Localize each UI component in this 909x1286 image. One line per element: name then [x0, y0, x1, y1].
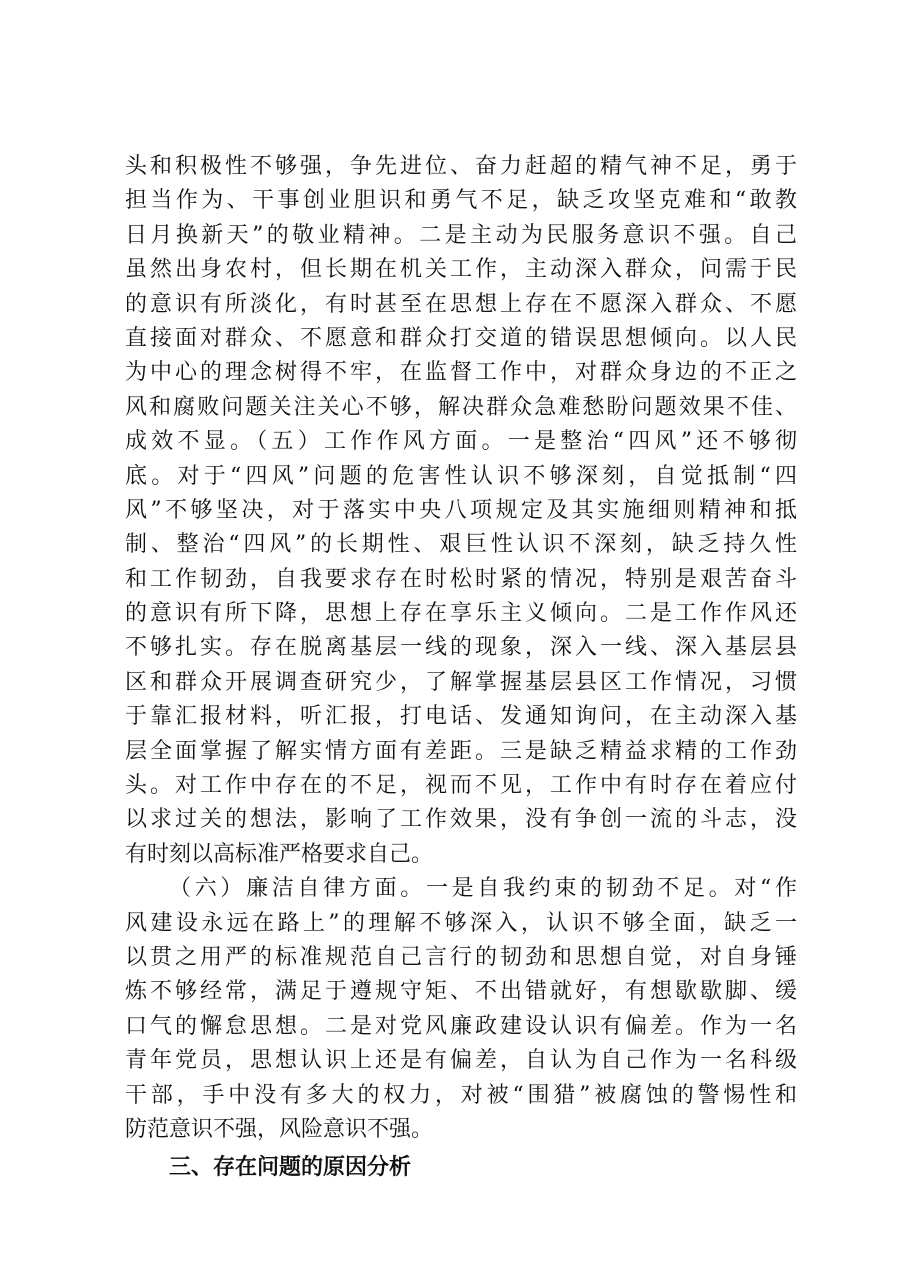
body-line-16: 区和群众开展调查研究少，了解掌握基层县区工作情况，习惯 [125, 669, 797, 695]
body-line-15: 不够扎实。存在脱离基层一线的现象，深入一线、深入基层县 [125, 635, 797, 661]
body-line-23: 风建设永远在路上”的理解不够深入，认识不够全面，缺乏一 [125, 910, 797, 936]
body-line-14: 的意识有所下降，思想上存在享乐主义倾向。二是工作作风还 [125, 601, 797, 627]
body-line-11: 风”不够坚决，对于落实中央八项规定及其实施细则精神和抵 [125, 497, 797, 523]
body-line-17: 于靠汇报材料，听汇报，打电话、发通知询问，在主动深入基 [125, 704, 797, 730]
body-line-3: 日月换新天”的敬业精神。二是主动为民服务意识不强。自己 [125, 222, 797, 248]
body-line-25: 炼不够经常，满足于遵规守矩、不出错就好，有想歇歇脚、缓 [125, 979, 797, 1005]
body-line-22: （六）廉洁自律方面。一是自我约束的韧劲不足。对“作 [169, 876, 797, 902]
body-line-4: 虽然出身农村，但长期在机关工作，主动深入群众，问需于民 [125, 257, 797, 283]
body-line-24: 以贯之用严的标准规范自己言行的韧劲和思想自觉，对自身锤 [125, 944, 797, 970]
body-line-10: 底。对于“四风”问题的危害性认识不够深刻，自觉抵制“四 [125, 463, 797, 489]
body-line-27: 青年党员，思想认识上还是有偏差，自认为自己作为一名科级 [125, 1048, 797, 1074]
document-page [125, 150, 797, 1186]
section-heading: 三、存在问题的原因分析 [169, 1155, 412, 1181]
body-line-6: 直接面对群众、不愿意和群众打交道的错误思想倾向。以人民 [125, 325, 797, 351]
body-line-9: 成效不显。（五）工作作风方面。一是整治“四风”还不够彻 [125, 429, 797, 455]
body-line-13: 和工作韧劲，自我要求存在时松时紧的情况，特别是艰苦奋斗 [125, 566, 797, 592]
body-line-7: 为中心的理念树得不牢，在监督工作中，对群众身边的不正之 [125, 360, 797, 386]
body-line-12: 制、整治“四风”的长期性、艰巨性认识不深刻，缺乏持久性 [125, 532, 797, 558]
body-line-20: 以求过关的想法，影响了工作效果，没有争创一流的斗志，没 [125, 807, 797, 833]
body-line-26: 口气的懈怠思想。二是对党风廉政建设认识有偏差。作为一名 [125, 1013, 797, 1039]
body-line-2: 担当作为、干事创业胆识和勇气不足，缺乏攻坚克难和“敢教 [125, 188, 797, 214]
body-line-19: 头。对工作中存在的不足，视而不见，工作中有时存在着应付 [125, 773, 797, 799]
body-line-29: 防范意识不强，风险意识不强。 [125, 1116, 434, 1142]
body-line-8: 风和腐败问题关注关心不够，解决群众急难愁盼问题效果不佳、 [125, 394, 797, 420]
body-line-21: 有时刻以高标准严格要求自己。 [125, 841, 434, 867]
body-line-1: 头和积极性不够强，争先进位、奋力赶超的精气神不足，勇于 [125, 154, 797, 179]
body-line-5: 的意识有所淡化，有时甚至在思想上存在不愿深入群众、不愿 [125, 291, 797, 317]
body-line-28: 干部，手中没有多大的权力，对被“围猎”被腐蚀的警惕性和 [125, 1082, 797, 1108]
body-line-18: 层全面掌握了解实情方面有差距。三是缺乏精益求精的工作劲 [125, 738, 797, 764]
